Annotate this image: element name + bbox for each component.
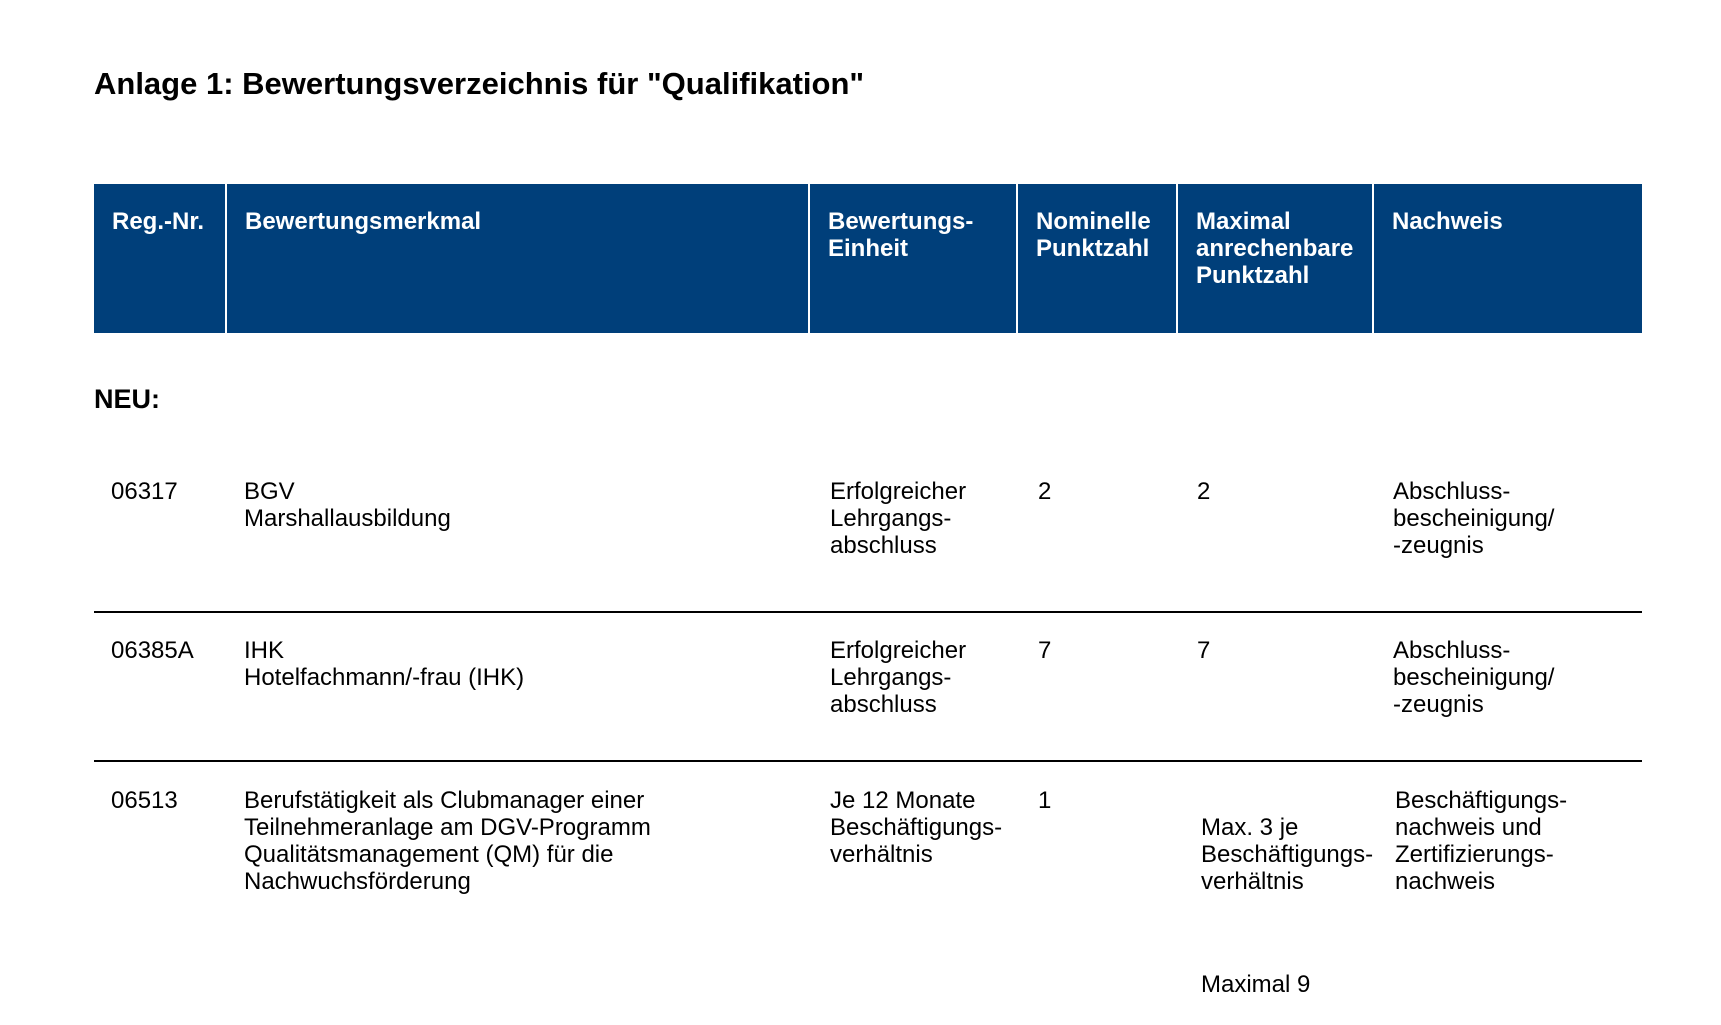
cell-merkmal: BGV Marshallausbildung bbox=[244, 478, 451, 532]
row-divider bbox=[94, 611, 1642, 613]
table-header bbox=[94, 184, 1642, 333]
cell-reg-nr: 06317 bbox=[111, 478, 178, 505]
cell-merkmal: IHK Hotelfachmann/-frau (IHK) bbox=[244, 637, 525, 691]
cell-nominell: 7 bbox=[1038, 637, 1052, 664]
cell-maximal-text: Max. 3 je Beschäftigungs- verhältnis bbox=[1201, 814, 1374, 895]
page-title: Anlage 1: Bewertungsverzeichnis für "Qualifikation" bbox=[94, 66, 865, 101]
cell-maximal: 7 bbox=[1197, 637, 1211, 664]
column-header-nachweis: Nachweis bbox=[1392, 208, 1503, 235]
column-header-reg-nr: Reg.-Nr. bbox=[112, 208, 205, 235]
column-header-merkmal: Bewertungsmerkmal bbox=[245, 208, 482, 235]
cell-nachweis: Abschluss- bescheinigung/ -zeugnis bbox=[1393, 478, 1555, 559]
section-label: NEU: bbox=[94, 384, 160, 414]
cell-merkmal: Berufstätigkeit als Clubmanager einer Teilnehmeranlage am DGV-Programm Qualitätsmanagement (QM) für die Nachwuchsförderung bbox=[244, 787, 651, 895]
cell-reg-nr: 06385A bbox=[111, 637, 194, 664]
cell-nachweis: Abschluss- bescheinigung/ -zeugnis bbox=[1393, 637, 1555, 718]
cell-nachweis: Beschäftigungs- nachweis und Zertifizierungs- nachweis bbox=[1395, 787, 1568, 895]
cell-nominell: 2 bbox=[1038, 478, 1052, 505]
row-divider bbox=[94, 760, 1642, 762]
spacer bbox=[1201, 922, 1373, 944]
column-header-maximal: Maximal anrechenbare Punktzahl bbox=[1196, 208, 1354, 289]
cell-reg-nr: 06513 bbox=[111, 787, 178, 814]
cell-einheit: Erfolgreicher Lehrgangs- abschluss bbox=[830, 637, 967, 718]
cell-einheit: Erfolgreicher Lehrgangs- abschluss bbox=[830, 478, 967, 559]
cell-maximal: 2 bbox=[1197, 478, 1211, 505]
column-header-einheit: Bewertungs- Einheit bbox=[828, 208, 974, 262]
cell-maximal-extra: Maximal 9 bbox=[1201, 971, 1311, 998]
cell-einheit: Je 12 Monate Beschäftigungs- verhältnis bbox=[830, 787, 1003, 868]
cell-maximal bbox=[1201, 787, 1373, 1025]
cell-nominell: 1 bbox=[1038, 787, 1052, 814]
column-header-nominell: Nominelle Punktzahl bbox=[1036, 208, 1151, 262]
